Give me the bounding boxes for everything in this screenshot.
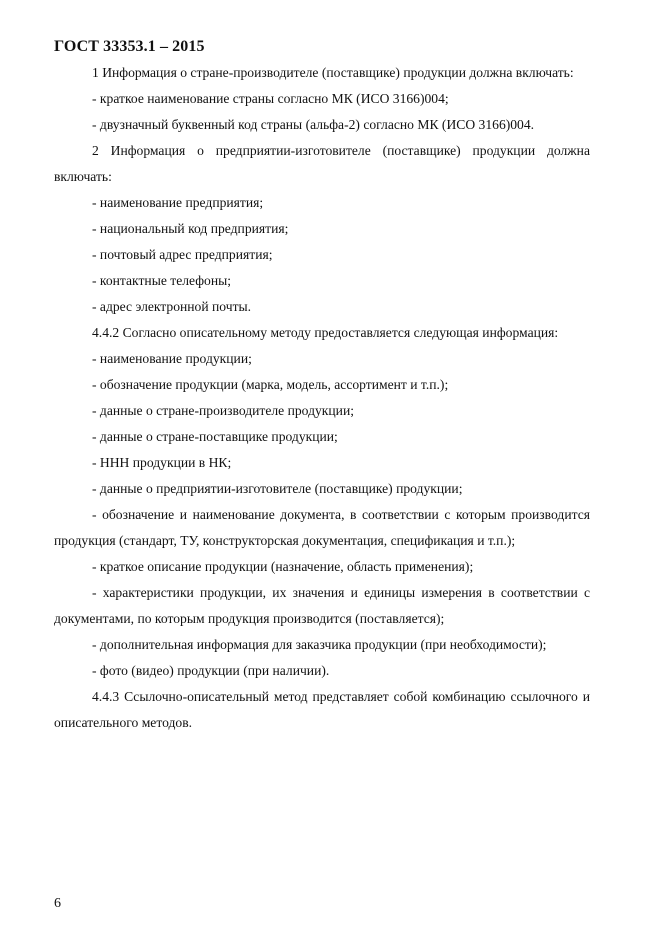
list-item: - обозначение продукции (марка, модель, ассортимент и т.п.); — [92, 377, 449, 392]
document-body — [54, 60, 590, 736]
list-item: - адрес электронной почты. — [92, 299, 252, 314]
list-item: - характеристики продукции, их значения и единицы измерения в соответствии с документами, по которым продукция производится (поставляется); — [54, 585, 590, 626]
list-item: - национальный код предприятия; — [92, 221, 289, 236]
list-item: - двузначный буквенный код страны (альфа-2) согласно МК (ИСО 3166)004. — [92, 117, 535, 132]
list-item: - почтовый адрес предприятия; — [92, 247, 273, 262]
document-header: ГОСТ 33353.1 – 2015 — [54, 38, 205, 55]
list-item: - фото (видео) продукции (при наличии). — [92, 663, 330, 678]
list-item: - данные о стране-производителе продукции; — [92, 403, 355, 418]
list-item: - наименование предприятия; — [92, 195, 264, 210]
list-item: - краткое наименование страны согласно МК (ИСО 3166)004; — [92, 91, 449, 106]
list-item: - данные о стране-поставщике продукции; — [92, 429, 338, 444]
paragraph-descriptive-method: 4.4.2 Согласно описательному методу предоставляется следующая информация: — [92, 325, 559, 340]
list-item: - дополнительная информация для заказчика продукции (при необходимости); — [92, 637, 547, 652]
list-item: - ННН продукции в НК; — [92, 455, 232, 470]
list-item: - краткое описание продукции (назначение, область применения); — [92, 559, 474, 574]
paragraph-manufacturer-info: 2 Информация о предприятии-изготовителе (поставщике) продукции должна включать: — [54, 143, 590, 184]
list-item: - данные о предприятии-изготовителе (поставщике) продукции; — [92, 481, 463, 496]
paragraph-reference-descriptive-method: 4.4.3 Ссылочно-описательный метод представляет собой комбинацию ссылочного и описательного методов. — [54, 689, 590, 730]
paragraph-country-info: 1 Информация о стране-производителе (поставщике) продукции должна включать: — [92, 65, 574, 80]
list-item: - наименование продукции; — [92, 351, 252, 366]
list-item: - обозначение и наименование документа, в соответствии с которым производится продукция (стандарт, ТУ, конструкторская документация, спецификация и т.п.); — [54, 507, 590, 548]
page-number: 6 — [54, 896, 61, 911]
list-item: - контактные телефоны; — [92, 273, 232, 288]
